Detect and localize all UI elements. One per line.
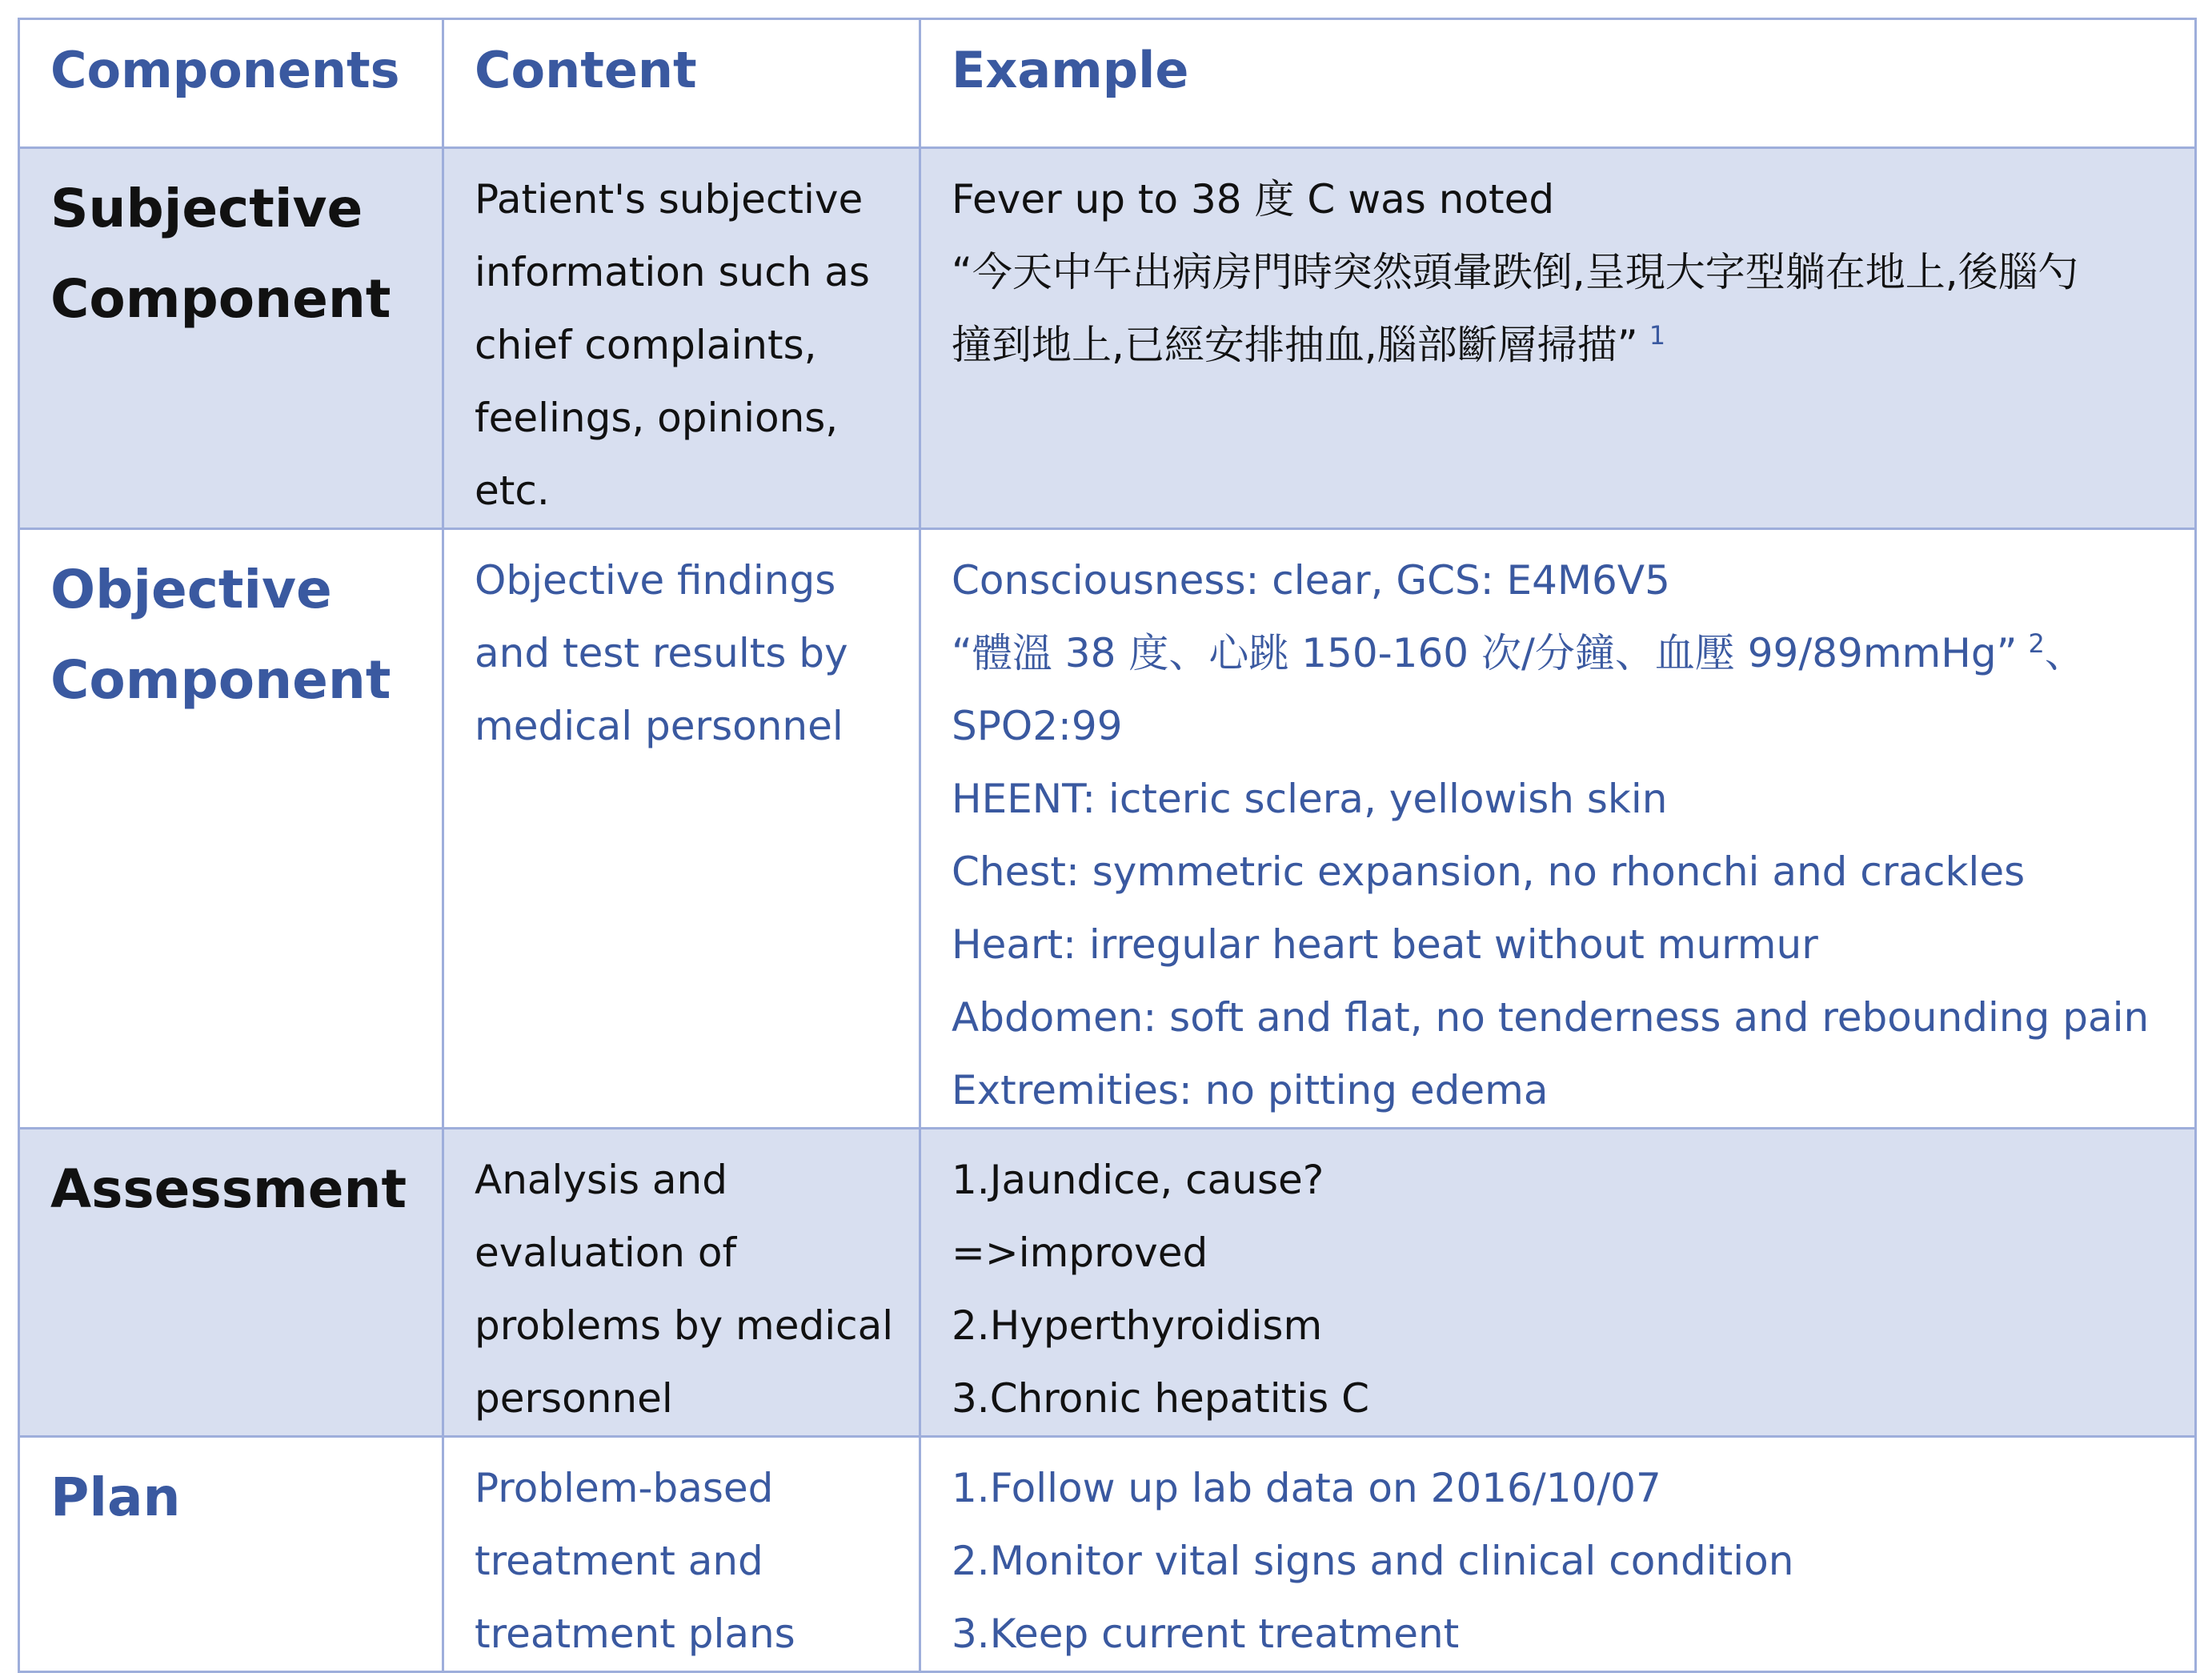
example-text: HEENT: icteric sclera, yellowish skin — [952, 776, 1668, 822]
component-content — [443, 1437, 920, 1672]
example-text: =>improved — [952, 1230, 1208, 1276]
example-text: 3.Keep current treatment — [952, 1611, 1460, 1657]
example-line — [952, 1598, 2178, 1671]
content-line: and test results by — [475, 630, 848, 676]
content-line: treatment plans — [475, 1611, 795, 1657]
component-name-line: Subjective — [50, 178, 363, 239]
example-line — [952, 909, 2178, 981]
example-line — [952, 1217, 2178, 1290]
content-line: problems by medical — [475, 1302, 894, 1349]
content-line: evaluation of — [475, 1230, 737, 1276]
example-text: Heart: irregular heart beat without murmur — [952, 921, 1818, 968]
content-line: Analysis and — [475, 1157, 727, 1203]
example-line — [952, 617, 2178, 690]
header-components: Components — [19, 19, 443, 148]
example-line — [952, 763, 2178, 836]
component-content — [443, 1129, 920, 1437]
example-line — [952, 1362, 2178, 1435]
example-text-suffix: 、 — [2044, 630, 2085, 676]
example-text: SPO2:99 — [952, 703, 1123, 749]
header-content: Content — [443, 19, 920, 148]
example-text: Chest: symmetric expansion, no rhonchi and crackles — [952, 849, 2026, 895]
component-name — [19, 1129, 443, 1437]
example-text: Fever up to 38 度 C was noted — [952, 176, 1555, 223]
content-line: information such as — [475, 249, 870, 295]
example-line — [952, 981, 2178, 1054]
example-text: Consciousness: clear, GCS: E4M6V5 — [952, 557, 1670, 604]
component-example — [920, 529, 2196, 1129]
example-line — [952, 836, 2178, 909]
table-row-assessment — [19, 1129, 2196, 1437]
example-line — [952, 236, 2178, 309]
component-example — [920, 1437, 2196, 1672]
table-row-plan — [19, 1437, 2196, 1672]
content-line: medical personnel — [475, 703, 844, 749]
content-line: Objective findings — [475, 557, 836, 604]
example-text: “今天中午出病房門時突然頭暈跌倒,呈現大字型躺在地上,後腦勺 — [952, 249, 2078, 295]
component-example — [920, 148, 2196, 529]
content-line: feelings, opinions, — [475, 395, 839, 441]
component-example — [920, 1129, 2196, 1437]
footnote-marker: 1 — [1649, 320, 1666, 351]
content-line: etc. — [475, 467, 550, 514]
component-name-line: Plan — [50, 1466, 181, 1528]
component-content — [443, 529, 920, 1129]
example-line — [952, 163, 2178, 236]
content-line: chief complaints, — [475, 322, 817, 368]
table-row-subjective — [19, 148, 2196, 529]
content-line: personnel — [475, 1375, 673, 1422]
component-name-line: Objective — [50, 559, 332, 620]
example-line — [952, 309, 2178, 382]
example-text: 2.Hyperthyroidism — [952, 1302, 1323, 1349]
example-text: “體溫 38 度、心跳 150-160 次/分鐘、血壓 99/89mmHg” — [952, 630, 2018, 676]
example-line — [952, 1054, 2178, 1127]
header-example: Example — [920, 19, 2196, 148]
component-name-line: Component — [50, 649, 391, 711]
example-text: 1.Jaundice, cause? — [952, 1157, 1324, 1203]
example-line — [952, 1144, 2178, 1217]
example-line — [952, 690, 2178, 763]
component-name — [19, 529, 443, 1129]
content-line: Patient's subjective — [475, 176, 864, 223]
example-text: 3.Chronic hepatitis C — [952, 1375, 1369, 1422]
table-row-objective — [19, 529, 2196, 1129]
example-text: Abdomen: soft and flat, no tenderness and rebounding pain — [952, 994, 2150, 1041]
component-name-line: Component — [50, 268, 391, 330]
component-name — [19, 1437, 443, 1672]
content-line: Problem-based — [475, 1465, 774, 1511]
footnote-marker: 2 — [2028, 628, 2045, 660]
example-text: 2.Monitor vital signs and clinical condition — [952, 1538, 1794, 1584]
example-text: 撞到地上,已經安排抽血,腦部斷層掃描” — [952, 322, 1638, 368]
component-name — [19, 148, 443, 529]
component-content — [443, 148, 920, 529]
example-line — [952, 1525, 2178, 1598]
soap-table — [18, 18, 2197, 1673]
header-row — [19, 19, 2196, 148]
example-line — [952, 544, 2178, 617]
component-name-line: Assessment — [50, 1158, 407, 1220]
example-line — [952, 1452, 2178, 1525]
content-line: treatment and — [475, 1538, 763, 1584]
example-line — [952, 1290, 2178, 1362]
example-text: Extremities: no pitting edema — [952, 1067, 1549, 1113]
example-text: 1.Follow up lab data on 2016/10/07 — [952, 1465, 1661, 1511]
